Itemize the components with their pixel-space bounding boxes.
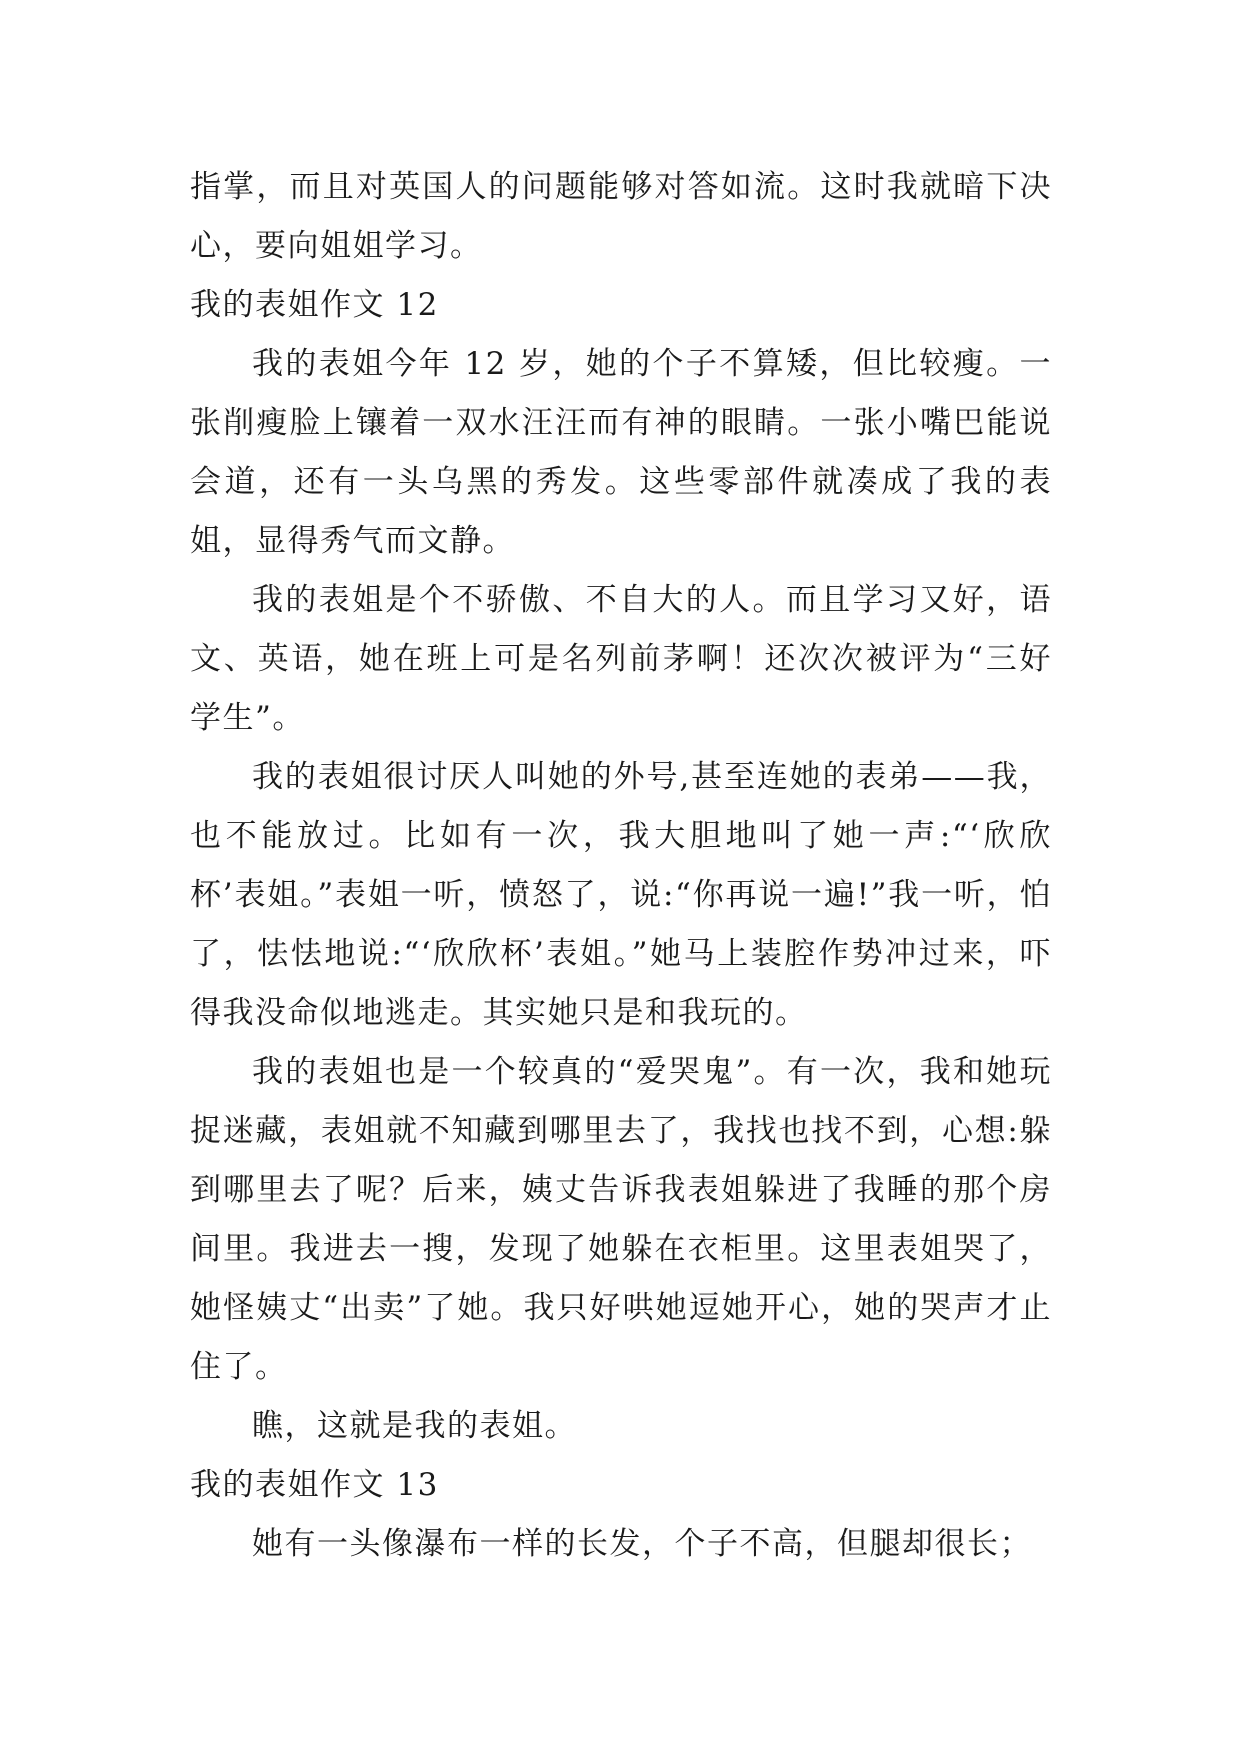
section-heading-12: 我的表姐作文 12: [190, 287, 439, 323]
paragraph-nickname: 我的表姐很讨厌人叫她的外号,甚至连她的表弟——我，也不能放过。比如有一次，我大胆地叫了她一声:“‘欣欣杯’表姐。”表姐一听，愤怒了，说:“你再说一遍!”我一听，怕了，怯怯地说:“‘欣欣杯’表姐。”她马上装腔作势冲过来，吓得我没命似地逃走。其实她只是和我玩的。: [190, 759, 1052, 1031]
paragraph-hair: 她有一头像瀑布一样的长发，个子不高，但腿却很长；: [252, 1526, 1032, 1562]
paragraph-crybaby: 我的表姐也是一个较真的“爱哭鬼”。有一次，我和她玩捉迷藏，表姐就不知藏到哪里去了，我找也找不到，心想:躲到哪里去了呢？后来，姨丈告诉我表姐躲进了我睡的那个房间里。我进去一搜，发现了她躲在衣柜里。这里表姐哭了，她怪姨丈“出卖”了她。我只好哄她逗她开心，她的哭声才止住了。: [190, 1054, 1052, 1385]
document-page: [190, 158, 1052, 1574]
paragraph-conclusion: 瞧，这就是我的表姐。: [252, 1408, 577, 1444]
paragraph-appearance: 我的表姐今年 12 岁，她的个子不算矮，但比较瘦。一张削瘦脸上镶着一双水汪汪而有神的眼睛。一张小嘴巴能说会道，还有一头乌黑的秀发。这些零部件就凑成了我的表姐，显得秀气而文静。: [190, 346, 1052, 559]
section-heading-13: 我的表姐作文 13: [190, 1467, 439, 1503]
paragraph-study: 我的表姐是个不骄傲、不自大的人。而且学习又好，语文、英语，她在班上可是名列前茅啊！还次次被评为“三好学生”。: [190, 582, 1052, 736]
paragraph-continued: 指掌，而且对英国人的问题能够对答如流。这时我就暗下决心，要向姐姐学习。: [190, 169, 1052, 264]
